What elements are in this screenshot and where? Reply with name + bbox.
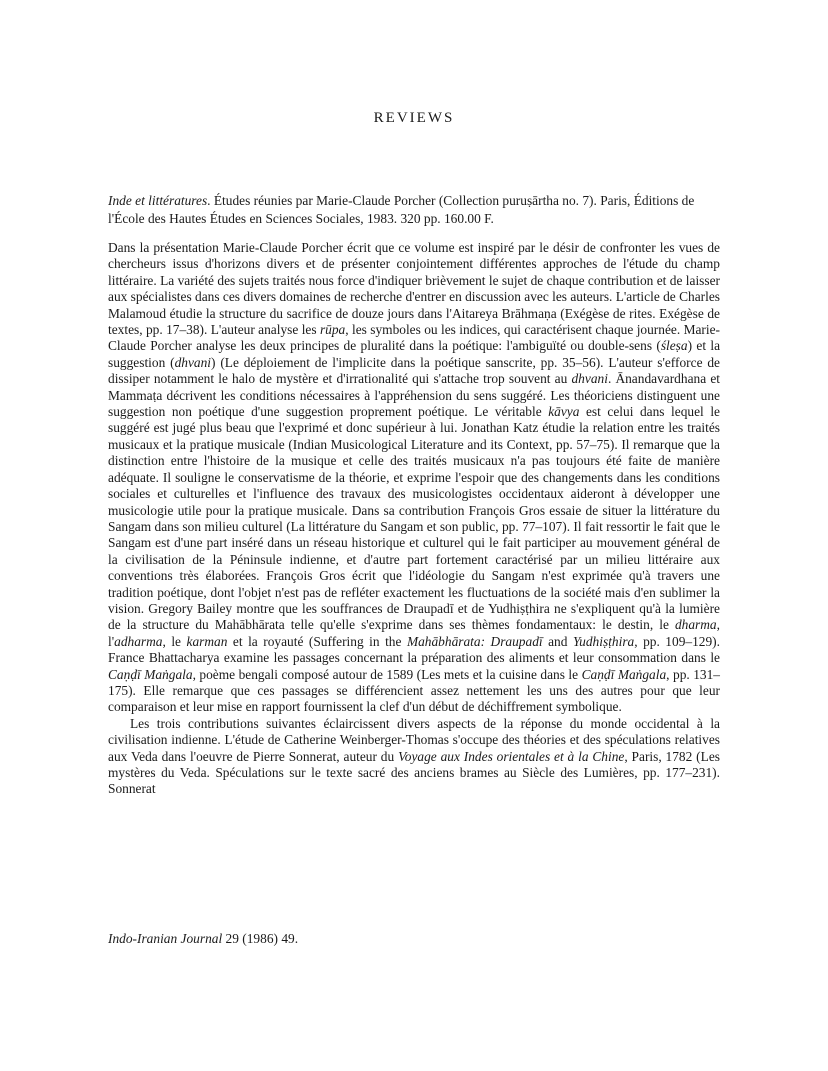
italic-term: Caṇḍī Maṅgala	[581, 666, 667, 682]
citation-details: . Études réunies par Marie-Claude Porcher (Collection puruṣārtha no. 7). Paris, Éditions de l'École des Hautes Études en Sciences Sociales, 1983. 320 pp. 160.00 F.	[108, 193, 695, 226]
text-run: , poème bengali composé autour de 1589 (Les mets et la cuisine dans le	[192, 666, 582, 682]
text-run: Dans la présentation Marie-Claude Porcher écrit que ce volume est inspiré par le désir de confronter les vues de chercheurs issus d'horizons divers et de présenter conjointement différentes approches de l'étude du champ littéraire. La variété des sujets traités nous force d'indiquer brièvement le sujet de chaque contribution et de laisser aux spécialistes dans ces divers domaines de recherche d'entrer en discussion avec les auteurs. L'article de Charles Malamoud étudie la structure du sacrifice de douze jours dans l'Aitareya Brāhmaṇa (Exégèse de rites. Exégèse de textes, pp. 17–38). L'auteur analyse les	[108, 240, 721, 338]
text-run: , pp. 131–175). Elle remarque que ces passages se différencient assez nettement les uns des autres pour que leur comparaison et leur mise en rapport fournissent la clef d'un début de déchiffrement symbolique.	[108, 666, 721, 715]
italic-term: Caṇḍī Maṅgala	[108, 666, 193, 682]
text-run: . Ānandavardhana et Mammaṭa décrivent les conditions nécessaires à l'appréhension du sens suggéré. Les théoriciens distinguent une suggestion non poétique d'une suggestion proprement poétique. Le véritable	[108, 371, 720, 420]
review-paragraph-1	[108, 240, 720, 716]
italic-term: karman	[186, 633, 228, 649]
italic-term: adharma	[114, 633, 163, 649]
text-run: , l'	[108, 617, 720, 649]
journal-volume: 29 (1986) 49.	[222, 931, 299, 946]
review-body	[108, 240, 720, 798]
review-paragraph-2	[108, 716, 720, 798]
text-run: , les symboles ou les indices, qui caractérisent chaque journée. Marie-Claude Porcher analyse les deux principes de pluralité dans la poétique: l'ambiguïté ou double-sens (	[108, 322, 721, 354]
italic-term: Mahābhārata: Draupadī	[406, 633, 543, 649]
book-title: Inde et littératures	[108, 193, 208, 208]
text-run: et la royauté (Suffering in the	[227, 633, 407, 649]
text-run: ) (Le déploiement de l'implicite dans la poétique sanscrite, pp. 35–56). L'auteur s'efforce de dissiper notamment le halo de mystère et d'irrationalité qui s'attache trop souvent au	[108, 354, 720, 387]
italic-term: śleṣa	[660, 338, 688, 354]
journal-footer	[108, 930, 720, 948]
page-heading: REVIEWS	[373, 110, 455, 126]
journal-name: Indo-Iranian Journal	[108, 931, 223, 946]
italic-term: rūpa	[319, 322, 346, 338]
text-run: , le	[162, 633, 187, 649]
italic-term: kāvya	[548, 404, 580, 420]
italic-term: Yudhiṣṭhira	[572, 633, 635, 649]
bibliographic-citation	[108, 192, 720, 228]
text-run: est celui dans lequel le suggéré est jugé plus beau que l'exprimé et donc supérieur à lui. Jonathan Katz étudie la relation entre les traités musicaux et la pratique musicale (Indian Musicological Literature and its Context, pp. 57–75). Il remarque que la distinction entre l'histoire de la musique et celle des traités musicaux n'a pas toujours été faite de manière adéquate. Il souligne le conservatisme de la théorie, et exprime l'espoir que des changements dans les conditions sociales et culturelles et l'influence des travaux des musicologistes occidentaux aideront à développer une musicologie utile pour la pratique musicale. Dans sa contribution François Gros essaie de situer la littérature du Sangam dans son milieu culturel (La littérature du Sangam et son public, pp. 77–107). Il fait ressortir le fait que le Sangam est d'une part inséré dans un réseau historique et culturel qui le fait participer au mouvement général de la civilisation de la Péninsule indienne, et d'autre part fortement caractérisé par un milieu littéraire aux conventions très élaborées. François Gros écrit que l'idéologie du Sangam n'est exprimée qu'à travers une tradition poétique, dont l'objet n'est pas de refléter exactement les fluctuations de la société mais d'en sublimer la vision. Gregory Bailey montre que les souffrances de Draupadī et de Yudhiṣṭhira ne s'expliquent qu'à la lumière de la structure du Mahābhārata telle qu'elle s'exprime dans ses thèmes fondamentaux: le destin, le	[108, 404, 720, 633]
italic-term: Voyage aux Indes orientales et à la Chine	[398, 748, 625, 764]
italic-term: dhvani	[571, 371, 608, 387]
text-run: and	[542, 633, 573, 649]
text-run: , Paris, 1782 (Les mystères du Veda. Spéculations sur le texte sacré des anciens brames au Siècle des Lumières, pp. 177–231). Sonnerat	[108, 748, 720, 797]
italic-term: dharma	[674, 617, 717, 633]
text-run: Les trois contributions suivantes éclaircissent divers aspects de la réponse du monde occidental à la civilisation indienne. L'étude de Catherine Weinberger-Thomas s'occupe des théories et des spéculations relatives aux Veda dans l'oeuvre de Pierre Sonnerat, auteur du	[108, 715, 720, 764]
text-run: , pp. 109–129). France Bhattacharya examine les passages concernant la préparation des aliments et leur consommation dans le	[108, 633, 720, 666]
text-run: ) et la suggestion (	[108, 338, 721, 370]
italic-term: dhvani	[174, 354, 212, 370]
